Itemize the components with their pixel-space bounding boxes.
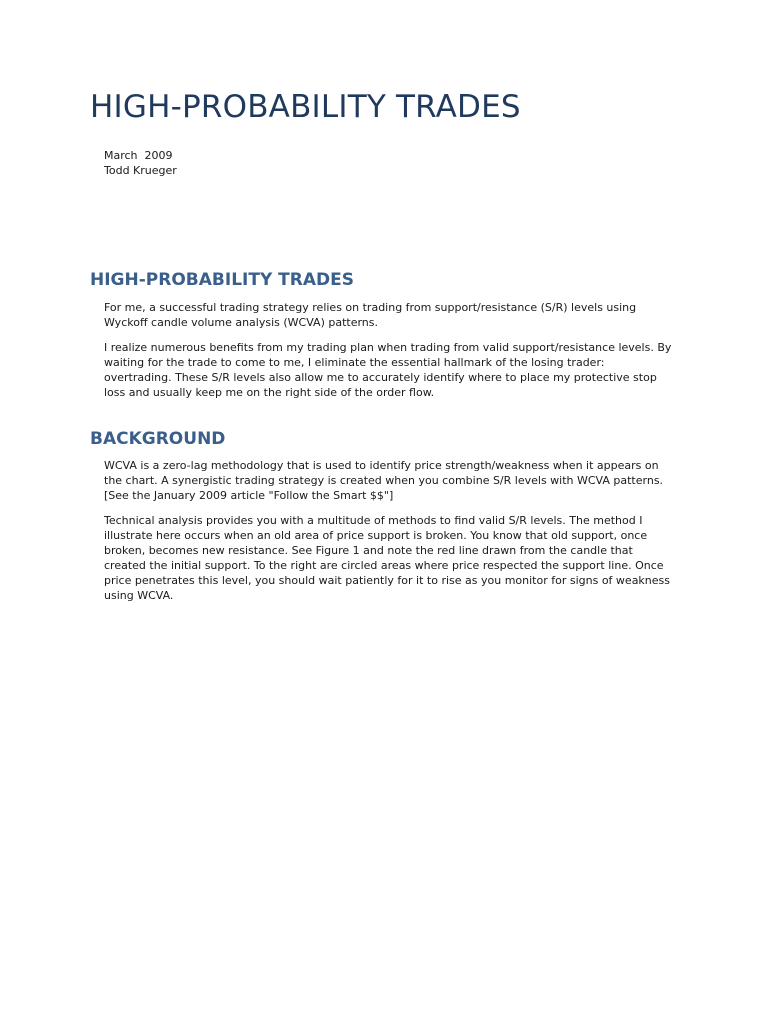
section-1-paragraph-2 xyxy=(104,340,672,400)
text-line: For me, a successful trading strategy relies on trading from support/resistance (S/R) levels using xyxy=(104,301,637,314)
text-line: using WCVA. xyxy=(104,589,174,602)
text-line: created the initial support. To the right are circled areas where price respected the support line. Once xyxy=(104,559,664,572)
document-meta xyxy=(104,148,177,178)
text-line: Technical analysis provides you with a multitude of methods to find valid S/R levels. The method I xyxy=(104,514,643,527)
text-line: waiting for the trade to come to me, I eliminate the essential hallmark of the losing trader: xyxy=(104,356,605,369)
document-title: HIGH-PROBABILITY TRADES xyxy=(90,89,521,125)
section-1-paragraph-1 xyxy=(104,300,666,330)
section-2-paragraph-1 xyxy=(104,458,666,503)
text-line: the chart. A synergistic trading strategy is created when you combine S/R levels with WCVA patterns. xyxy=(104,474,664,487)
section-heading-high-probability-trades: HIGH-PROBABILITY TRADES xyxy=(90,270,354,290)
text-line: [See the January 2009 article "Follow the Smart $$"] xyxy=(104,489,394,502)
text-line: price penetrates this level, you should wait patiently for it to rise as you monitor for signs of weakness xyxy=(104,574,671,587)
text-line: overtrading. These S/R levels also allow me to accurately identify where to place my protective stop xyxy=(104,371,657,384)
text-line: broken, becomes new resistance. See Figure 1 and note the red line drawn from the candle that xyxy=(104,544,633,557)
document-author: Todd Krueger xyxy=(104,164,177,177)
text-line: WCVA is a zero-lag methodology that is used to identify price strength/weakness when it appears on xyxy=(104,459,659,472)
text-line: Wyckoff candle volume analysis (WCVA) patterns. xyxy=(104,316,378,329)
document-date: March 2009 xyxy=(104,149,173,162)
text-line: loss and usually keep me on the right side of the order flow. xyxy=(104,386,435,399)
text-line: I realize numerous benefits from my trading plan when trading from valid support/resistance levels. By xyxy=(104,341,672,354)
section-heading-background: BACKGROUND xyxy=(90,429,226,449)
text-line: illustrate here occurs when an old area of price support is broken. You know that old support, once xyxy=(104,529,648,542)
section-2-paragraph-2 xyxy=(104,513,671,603)
